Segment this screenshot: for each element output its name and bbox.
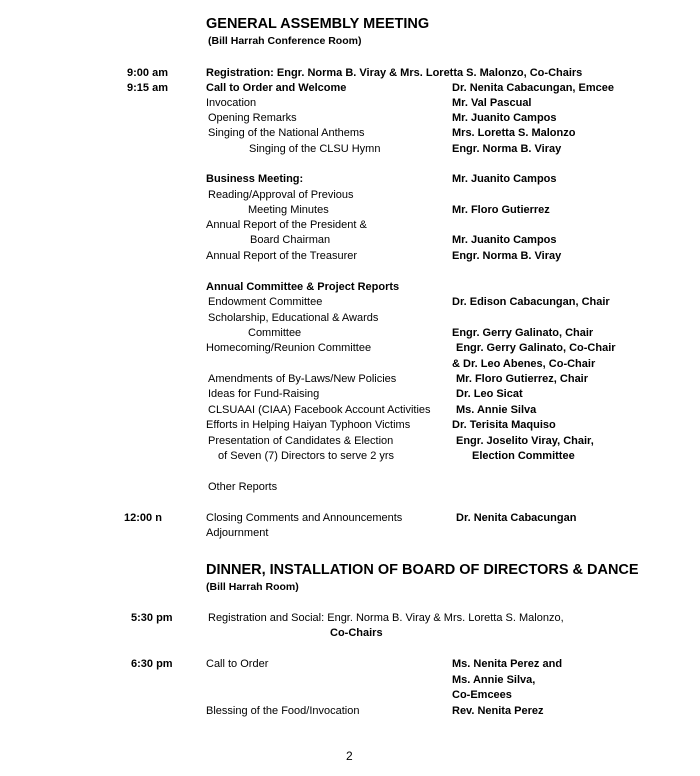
time-1200: 12:00 n — [124, 512, 162, 524]
agenda-person: Engr. Norma B. Viray — [452, 250, 562, 262]
agenda-item: Meeting Minutes — [248, 204, 329, 216]
agenda-person: & Dr. Leo Abenes, Co-Chair — [452, 358, 596, 370]
agenda-item: CLSUAAI (CIAA) Facebook Account Activities — [208, 404, 431, 416]
agenda-person: Engr. Gerry Galinato, Chair — [452, 327, 594, 339]
venue-label: (Bill Harrah Conference Room) — [208, 35, 362, 47]
agenda-person: Mrs. Loretta S. Malonzo — [452, 127, 576, 139]
agenda-person: Mr. Juanito Campos — [452, 112, 557, 124]
agenda-item: Homecoming/Reunion Committee — [206, 342, 372, 354]
agenda-person: Mr. Val Pascual — [452, 97, 532, 109]
agenda-person: Dr. Leo Sicat — [456, 388, 523, 400]
agenda-item: Annual Report of the President & — [206, 219, 367, 231]
agenda-person: Mr. Juanito Campos — [452, 173, 557, 185]
agenda-item: Presentation of Candidates & Election — [208, 435, 394, 447]
agenda-person: Ms. Nenita Perez and — [452, 658, 563, 670]
agenda-item: Annual Report of the Treasurer — [206, 250, 358, 262]
agenda-item: Closing Comments and Announcements — [206, 512, 403, 524]
agenda-item: of Seven (7) Directors to serve 2 yrs — [218, 450, 395, 462]
agenda-person: Mr. Floro Gutierrez — [452, 204, 550, 216]
agenda-item: Reading/Approval of Previous — [208, 189, 354, 201]
agenda-person: Dr. Edison Cabacungan, Chair — [452, 296, 610, 308]
agenda-person: Ms. Annie Silva — [456, 404, 537, 416]
agenda-item: Scholarship, Educational & Awards — [208, 312, 379, 324]
time-900: 9:00 am — [127, 67, 168, 79]
dinner-title: DINNER, INSTALLATION OF BOARD OF DIRECTORS & DANCE — [206, 562, 639, 578]
agenda-item: Adjournment — [206, 527, 269, 539]
time-915: 9:15 am — [127, 82, 168, 94]
section-heading-committee: Annual Committee & Project Reports — [206, 281, 400, 293]
agenda-item: Blessing of the Food/Invocation — [206, 705, 360, 717]
agenda-item: Amendments of By-Laws/New Policies — [208, 373, 397, 385]
dinner-registration-line: Co-Chairs — [330, 627, 383, 639]
agenda-person: Engr. Norma B. Viray — [452, 143, 562, 155]
agenda-item: Opening Remarks — [208, 112, 297, 124]
agenda-item: Call to Order and Welcome — [206, 82, 347, 94]
agenda-item: Board Chairman — [250, 234, 331, 246]
section-heading-business: Business Meeting: — [206, 173, 304, 185]
agenda-person: Ms. Annie Silva, — [452, 674, 536, 686]
agenda-item: Singing of the National Anthems — [208, 127, 365, 139]
registration-line: Registration: Engr. Norma B. Viray & Mrs. Loretta S. Malonzo, Co-Chairs — [206, 67, 583, 79]
agenda-person: Dr. Terisita Maquiso — [452, 419, 556, 431]
agenda-person: Dr. Nenita Cabacungan, Emcee — [452, 82, 614, 94]
agenda-item: Call to Order — [206, 658, 269, 670]
agenda-person: Mr. Juanito Campos — [452, 234, 557, 246]
agenda-person: Mr. Floro Gutierrez, Chair — [456, 373, 589, 385]
agenda-item: Efforts in Helping Haiyan Typhoon Victims — [206, 419, 411, 431]
dinner-venue-label: (Bill Harrah Room) — [206, 581, 299, 593]
agenda-item: Committee — [248, 327, 302, 339]
time-530: 5:30 pm — [131, 612, 173, 624]
agenda-person: Co-Emcees — [452, 689, 512, 701]
agenda-item: Singing of the CLSU Hymn — [249, 143, 381, 155]
agenda-person: Rev. Nenita Perez — [452, 705, 544, 717]
page-number: 2 — [346, 749, 353, 763]
agenda-item: Invocation — [206, 97, 257, 109]
agenda-person: Engr. Gerry Galinato, Co-Chair — [456, 342, 616, 354]
time-630: 6:30 pm — [131, 658, 173, 670]
agenda-item: Ideas for Fund-Raising — [208, 388, 320, 400]
agenda-person: Election Committee — [472, 450, 575, 462]
page-title: GENERAL ASSEMBLY MEETING — [206, 16, 430, 32]
agenda-person: Engr. Joselito Viray, Chair, — [456, 435, 594, 447]
agenda-person: Dr. Nenita Cabacungan — [456, 512, 577, 524]
agenda-item: Endowment Committee — [208, 296, 323, 308]
agenda-item: Other Reports — [208, 481, 278, 493]
dinner-registration-line: Registration and Social: Engr. Norma B. Viray & Mrs. Loretta S. Malonzo, — [208, 612, 564, 624]
